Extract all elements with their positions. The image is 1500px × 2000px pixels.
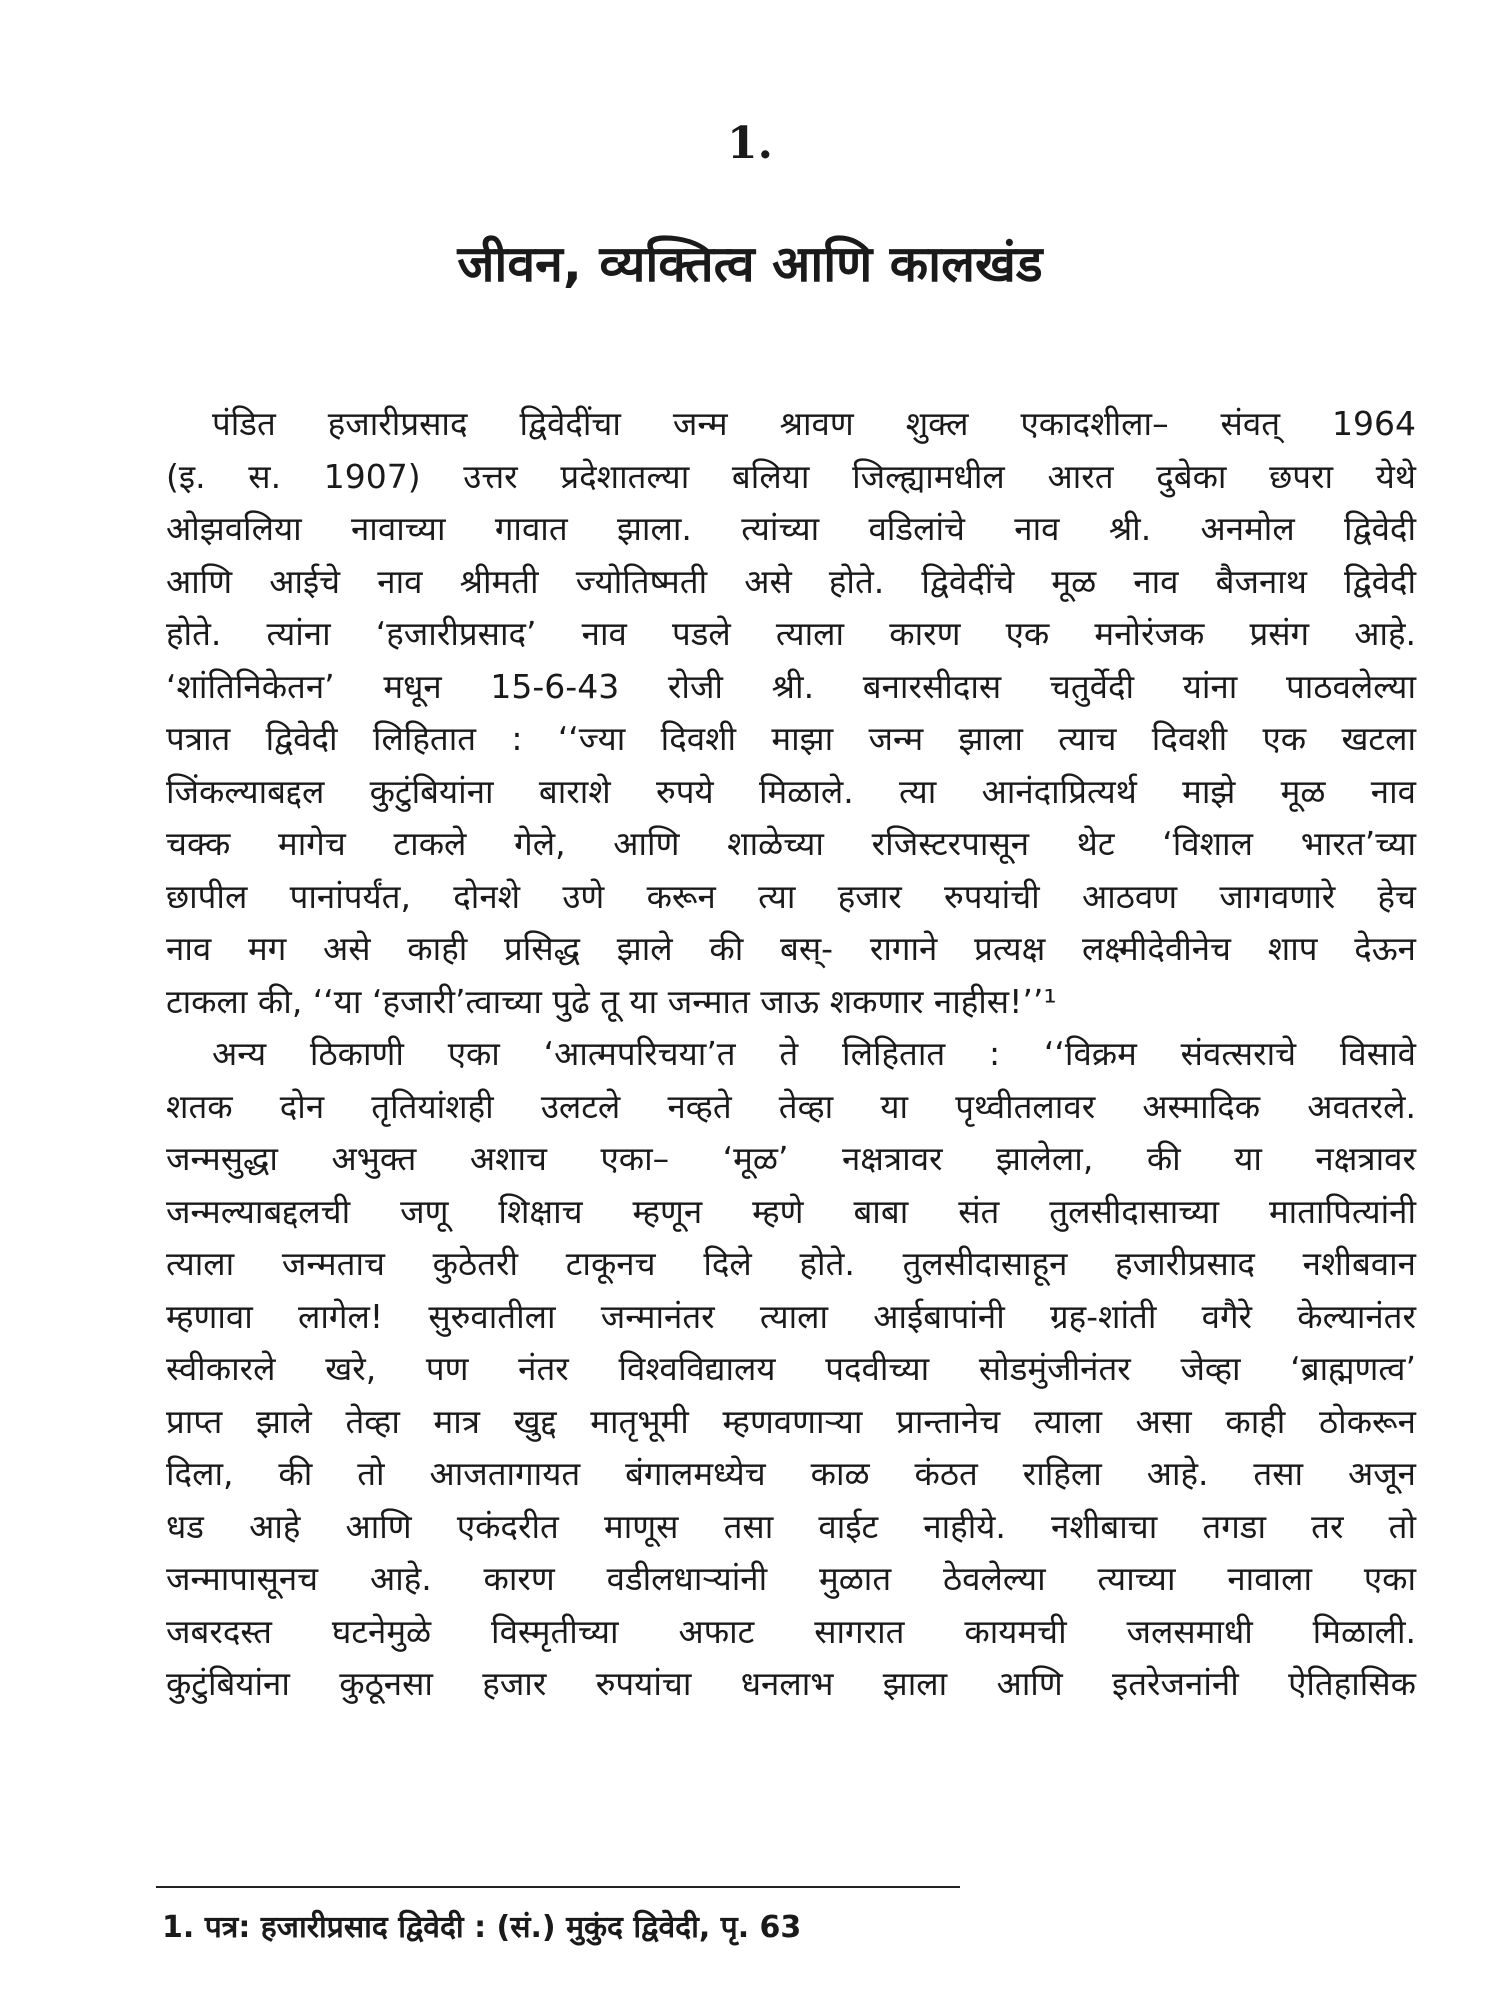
text-line: जबरदस्त घटनेमुळे विस्मृतीच्या अफाट सागरात कायमची जलसमाधी मिळाली. <box>166 1611 1416 1651</box>
text-line: पंडित हजारीप्रसाद द्विवेदींचा जन्म श्रावण शुक्ल एकादशीला– संवत् 1964 <box>212 404 1416 443</box>
text-line: जिंकल्याबद्दल कुटुंबियांना बाराशे रुपये मिळाले. त्या आनंदाप्रित्यर्थ माझे मूळ नाव <box>166 771 1416 811</box>
footnote: 1. पत्र: हजारीप्रसाद द्विवेदी : (सं.) मुकुंद द्विवेदी, पृ. 63 <box>162 1910 802 1945</box>
text-line: जन्मापासूनच आहे. कारण वडीलधाऱ्यांनी मुळात ठेवलेल्या त्याच्या नावाला एका <box>166 1559 1416 1598</box>
text-line: जन्मसुद्धा अभुक्त अशाच एका– ‘मूळ’ नक्षत्रावर झालेला, की या नक्षत्रावर <box>166 1139 1416 1178</box>
text-line: पत्रात द्विवेदी लिहितात : ‘‘ज्या दिवशी माझा जन्म झाला त्याच दिवशी एक खटला <box>166 719 1416 758</box>
text-line: आणि आईचे नाव श्रीमती ज्योतिष्मती असे होते. द्विवेदींचे मूळ नाव बैजनाथ द्विवेदी <box>166 561 1416 601</box>
text-line: चक्क मागेच टाकले गेले, आणि शाळेच्या रजिस्टरपासून थेट ‘विशाल भारत’च्या <box>166 824 1416 863</box>
chapter-number: 1. <box>727 118 773 169</box>
text-line: ओझवलिया नावाच्या गावात झाला. त्यांच्या वडिलांचे नाव श्री. अनमोल द्विवेदी <box>166 509 1416 548</box>
text-line: म्हणावा लागेल! सुरुवातीला जन्मानंतर त्याला आईबापांनी ग्रह-शांती वगैरे केल्यानंतर <box>166 1296 1416 1336</box>
text-line: त्याला जन्मताच कुठेतरी टाकूनच दिले होते. तुलसीदासाहून हजारीप्रसाद नशीबवान <box>166 1244 1416 1283</box>
text-line: होते. त्यांना ‘हजारीप्रसाद’ नाव पडले त्याला कारण एक मनोरंजक प्रसंग आहे. <box>166 614 1416 653</box>
text-line: शतक दोन तृतियांशही उलटले नव्हते तेव्हा या पृथ्वीतलावर अस्मादिक अवतरले. <box>166 1086 1416 1126</box>
text-line: नाव मग असे काही प्रसिद्ध झाले की बस्- रागाने प्रत्यक्ष लक्ष्मीदेवीनेच शाप देऊन <box>166 929 1416 968</box>
text-line: धड आहे आणि एकंदरीत माणूस तसा वाईट नाहीये. नशीबाचा तगडा तर तो <box>166 1506 1416 1546</box>
text-line: (इ. स. 1907) उत्तर प्रदेशातल्या बलिया जिल्ह्यामधील आरत दुबेका छपरा येथे <box>166 456 1416 496</box>
footnote-divider <box>156 1886 960 1888</box>
text-line: स्वीकारले खरे, पण नंतर विश्वविद्यालय पदवीच्या सोडमुंजीनंतर जेव्हा ‘ब्राह्मणत्व’ <box>166 1349 1416 1388</box>
chapter-title: जीवन, व्यक्तित्व आणि कालखंड <box>457 235 1043 293</box>
body-text <box>166 398 1416 1711</box>
text-line: टाकला की, ‘‘या ‘हजारी’त्वाच्या पुढे तू या जन्मात जाऊ शकणार नाहीस!’’¹ <box>166 981 1057 1021</box>
text-line: ‘शांतिनिकेतन’ मधून 15-6-43 रोजी श्री. बनारसीदास चतुर्वेदी यांना पाठवलेल्या <box>166 666 1416 706</box>
text-line: कुटुंबियांना कुठूनसा हजार रुपयांचा धनलाभ झाला आणि इतरेजनांनी ऐतिहासिक <box>166 1664 1416 1703</box>
text-line: प्राप्त झाले तेव्हा मात्र खुद्द मातृभूमी म्हणवणाऱ्या प्रान्तानेच त्याला असा काही ठोकरून <box>166 1401 1416 1441</box>
text-line: दिला, की तो आजतागायत बंगालमध्येच काळ कंठत राहिला आहे. तसा अजून <box>166 1454 1416 1493</box>
text-line: छापील पानांपर्यंत, दोनशे उणे करून त्या हजार रुपयांची आठवण जागवणारे हेच <box>166 876 1416 916</box>
text-line: जन्मल्याबद्दलची जणू शिक्षाच म्हणून म्हणे बाबा संत तुलसीदासाच्या मातापित्यांनी <box>166 1191 1416 1231</box>
text-line: अन्य ठिकाणी एका ‘आत्मपरिचया’त ते लिहितात : ‘‘विक्रम संवत्सराचे विसावे <box>212 1034 1416 1073</box>
